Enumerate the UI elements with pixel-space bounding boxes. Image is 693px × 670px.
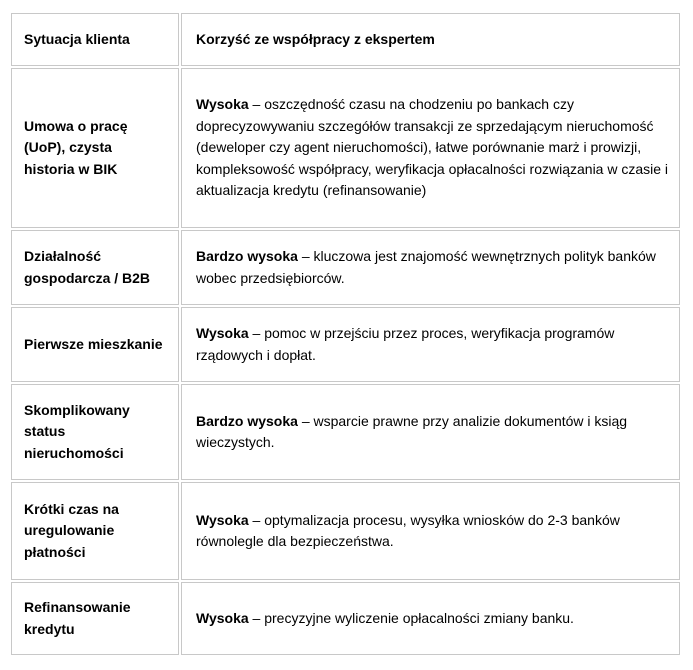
benefit-cell bbox=[181, 307, 680, 382]
benefit-cell bbox=[181, 582, 680, 655]
header-situation: Sytuacja klienta bbox=[11, 13, 179, 66]
benefit-level: Wysoka bbox=[196, 511, 249, 528]
benefit-description: – oszczędność czasu na chodzeniu po bankach czy doprecyzowywaniu szczegółów transakcji ze sprzedającym nieruchomość (deweloper czy agent nieruchomości), łatwe porównanie marż i prowizji, kompleksowość współpracy, weryfikacja opłacalności rozwiązania w czasie i aktualizacja kredytu (refinansowanie) bbox=[196, 96, 669, 199]
situation-cell: Skomplikowany status nieruchomości bbox=[11, 384, 179, 480]
benefit-description: – precyzyjne wyliczenie opłacalności zmiany banku. bbox=[248, 609, 574, 626]
benefit-level: Bardzo wysoka bbox=[196, 412, 298, 429]
header-benefit: Korzyść ze współpracy z ekspertem bbox=[181, 13, 680, 66]
table-row bbox=[11, 307, 680, 382]
comparison-table bbox=[9, 11, 682, 657]
table-row bbox=[11, 230, 680, 305]
situation-cell: Krótki czas na uregulowanie płatności bbox=[11, 482, 179, 580]
table-row bbox=[11, 68, 680, 228]
benefit-cell bbox=[181, 230, 680, 305]
benefit-description: – optymalizacja procesu, wysyłka wniosków do 2-3 banków równolegle dla bezpieczeństwa. bbox=[196, 511, 620, 549]
benefit-description: – pomoc w przejściu przez proces, weryfikacja programów rządowych i dopłat. bbox=[196, 325, 615, 363]
benefit-description: – wsparcie prawne przy analizie dokumentów i ksiąg wieczystych. bbox=[196, 412, 628, 450]
benefit-level: Wysoka bbox=[196, 325, 249, 341]
situation-cell: Refinansowanie kredytu bbox=[11, 582, 179, 655]
benefit-level: Bardzo wysoka bbox=[196, 248, 298, 264]
benefit-description: – kluczowa jest znajomość wewnętrznych polityk banków wobec przedsiębiorców. bbox=[196, 248, 656, 286]
benefit-level: Wysoka bbox=[196, 609, 249, 626]
benefit-cell bbox=[181, 68, 680, 228]
table-row bbox=[11, 482, 680, 580]
situation-cell: Działalność gospodarcza / B2B bbox=[11, 230, 179, 305]
situation-cell: Umowa o pracę (UoP), czysta historia w BIK bbox=[11, 68, 179, 228]
table-row bbox=[11, 582, 680, 655]
benefit-level: Wysoka bbox=[196, 96, 249, 113]
benefit-cell bbox=[181, 384, 680, 480]
table-row bbox=[11, 384, 680, 480]
benefit-cell bbox=[181, 482, 680, 580]
table-header-row bbox=[11, 13, 680, 66]
situation-cell: Pierwsze mieszkanie bbox=[11, 307, 179, 382]
